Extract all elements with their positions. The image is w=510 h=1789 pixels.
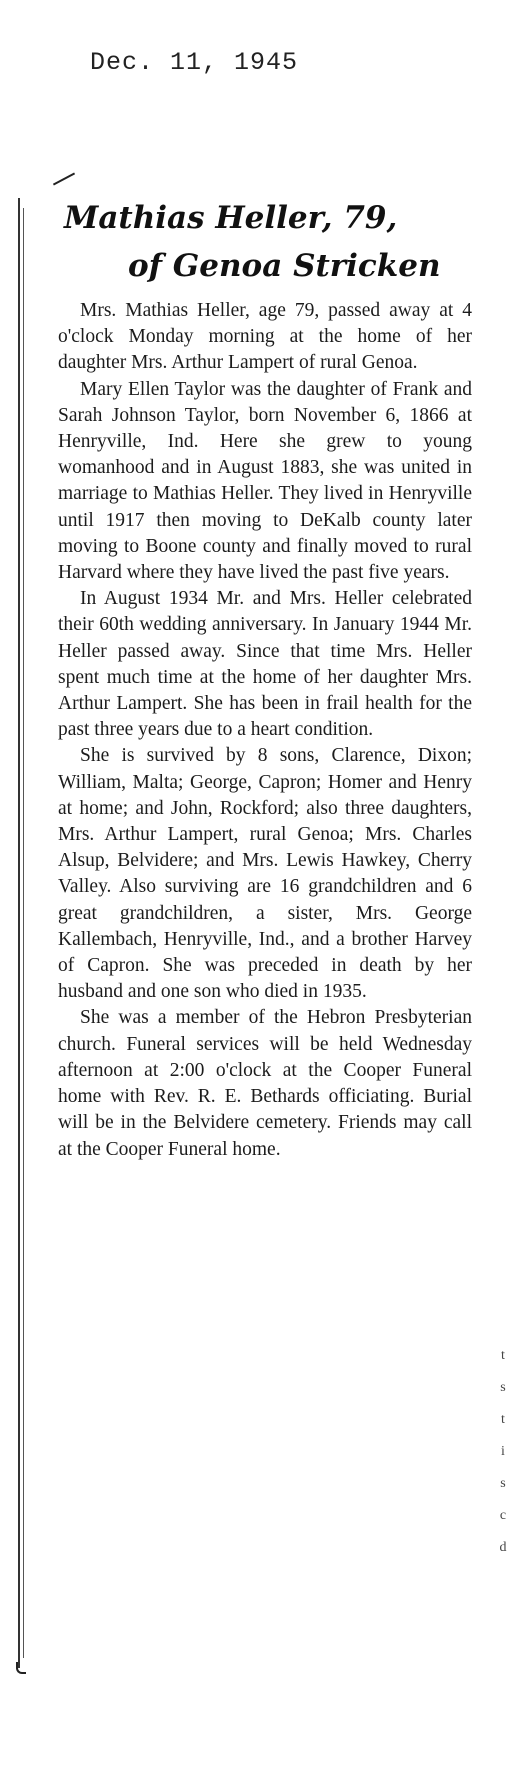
edge-fragment: t xyxy=(501,1412,505,1427)
article-headline xyxy=(64,194,474,290)
clipping-left-rule xyxy=(18,198,20,1668)
edge-fragment: c xyxy=(499,1508,507,1523)
article-paragraph: She is survived by 8 sons, Clarence, Dixon; William, Malta; George, Capron; Homer and Henry at home; and John, Rockford; also three daughters, Mrs. Arthur Lampert, rural Genoa; Mrs. Charles Alsup, Belvidere; and Mrs. Lewis Hawkey, Cherry Valley. Also surviving are 16 grandchildren and 6 great grandchildren, a sister, Mrs. George Kallembach, Henryville, Ind., and a brother Harvey of Capron. She was preceded in death by her husband and one son who died in 1935. xyxy=(58,745,472,1003)
headline-line-1: Mathias Heller, 79, xyxy=(64,200,398,236)
dateline: Dec. 11, 1945 xyxy=(90,48,299,77)
edge-fragment: i xyxy=(501,1444,505,1459)
article-paragraph: She was a member of the Hebron Presbyterian church. Funeral services will be held Wednesday afternoon at 2:00 o'clock at the Cooper Funeral home with Rev. R. E. Bethards officiating. Burial will be in the Belvidere cemetery. Friends may call at the Cooper Funeral home. xyxy=(58,1007,472,1160)
clipping-bottom-mark xyxy=(16,1662,26,1674)
clipping-corner-mark xyxy=(53,172,75,185)
article-body xyxy=(58,298,472,1163)
article-paragraph: In August 1934 Mr. and Mrs. Heller celebrated their 60th wedding anniversary. In January 1944 Mr. Heller passed away. Since that time Mrs. Heller spent much time at the home of her daughter Mrs. Arthur Lampert. She has been in frail health for the past three years due to a heart condition. xyxy=(58,588,472,741)
edge-fragment: s xyxy=(500,1380,506,1395)
edge-fragment: s xyxy=(500,1476,506,1491)
article-paragraph: Mrs. Mathias Heller, age 79, passed away at 4 o'clock Monday morning at the home of her daughter Mrs. Arthur Lampert of rural Genoa. xyxy=(58,300,472,374)
headline-line-2: of Genoa Stricken xyxy=(128,248,441,284)
edge-fragment: t xyxy=(501,1348,505,1363)
article-paragraph: Mary Ellen Taylor was the daughter of Frank and Sarah Johnson Taylor, born November 6, 1866 at Henryville, Ind. Here she grew to young womanhood and in August 1883, she was united in marriage to Mathias Heller. They lived in Henryville until 1917 then moving to DeKalb county later moving to Boone county and finally moved to rural Harvard where they have lived the past five years. xyxy=(58,378,472,584)
clipping-left-rule-inner xyxy=(23,208,24,1658)
edge-fragment: d xyxy=(499,1540,507,1555)
adjacent-column-fragments xyxy=(499,1340,507,1760)
